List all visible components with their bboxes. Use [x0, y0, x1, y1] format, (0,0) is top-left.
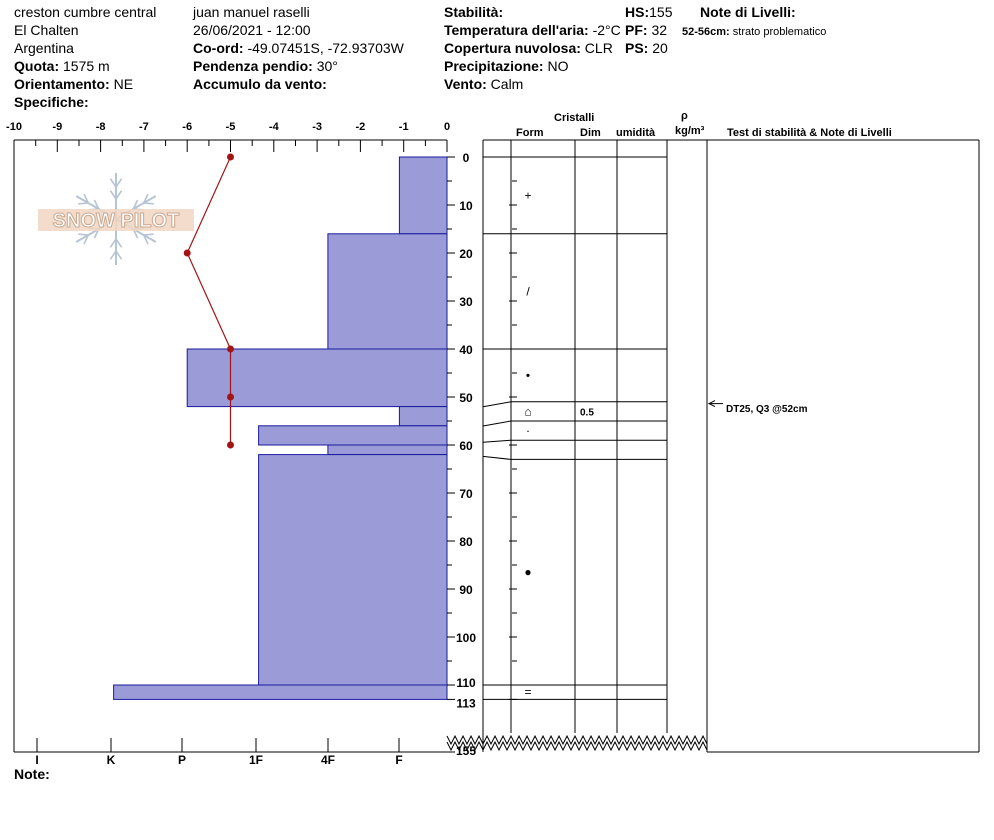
- temperature-point: [184, 250, 191, 257]
- layer-boundary-connector: [483, 402, 511, 407]
- depth-break-zigzag: [447, 736, 707, 744]
- grain-form-symbol: +: [524, 188, 532, 203]
- logo-text: SNOW PILOT: [52, 210, 180, 232]
- size-header: Dim: [580, 127, 601, 139]
- temperature-point: [227, 346, 234, 353]
- layer-boundary-connector: [483, 421, 511, 426]
- air-temperature: [444, 22, 621, 38]
- grain-size-value: 0.5: [580, 407, 594, 419]
- crystals-header: Cristalli: [554, 112, 595, 124]
- hardness-tick-label: K: [106, 753, 116, 767]
- tests-notes-header: Test di stabilità & Note di Livelli: [727, 127, 892, 139]
- hardness-tick-label: P: [177, 753, 187, 767]
- hardness-bar: [114, 685, 447, 699]
- hardness-bar: [399, 407, 447, 426]
- aspect: [14, 76, 133, 92]
- depth-tick-label: 0: [462, 151, 470, 165]
- aspect-label: Orientamento:: [14, 76, 110, 92]
- elevation-label: Quota:: [14, 58, 60, 74]
- temp-tick-label: -2: [355, 121, 366, 133]
- pf-label: PF:: [625, 22, 648, 38]
- hardness-bar: [259, 426, 447, 445]
- logo-flake-branch: [144, 203, 154, 204]
- depth-tick-label: 10: [459, 199, 473, 213]
- grain-form-symbol: ●: [524, 565, 532, 580]
- depth-tick-label: 100: [455, 631, 477, 645]
- sky-cover: [444, 40, 613, 56]
- grain-form-symbol: =: [524, 685, 532, 700]
- temp-tick-label: -4: [268, 121, 279, 133]
- temperature-point: [227, 442, 234, 449]
- observation-datetime: 26/06/2021 - 12:00: [193, 22, 311, 38]
- ski-penetration: [625, 40, 668, 56]
- foot-penetration: [625, 22, 667, 38]
- layer-note-text: strato problematico: [732, 26, 827, 38]
- precipitation-label: Precipitazione:: [444, 58, 544, 74]
- hs-label: HS:: [625, 4, 650, 20]
- layer-boundary-connector: [483, 456, 511, 459]
- depth-tick-label: 155: [455, 744, 477, 758]
- snow-height: [625, 4, 672, 20]
- country-name: Argentina: [14, 40, 74, 56]
- depth-tick-label: 20: [459, 247, 473, 261]
- grain-form-symbol: /: [526, 284, 530, 299]
- temp-tick-label: -10: [6, 121, 22, 133]
- snowpilot-logo: [38, 173, 194, 265]
- sky-cover-label: Copertura nuvolosa:: [444, 40, 581, 56]
- hs-value: 155: [649, 4, 673, 20]
- wind-loading-label: Accumulo da vento:: [193, 76, 327, 92]
- pf-value: 32: [651, 22, 668, 38]
- air-temperature-value: -2°C: [592, 22, 621, 38]
- stability-label: Stabilità:: [444, 4, 504, 20]
- form-header: Form: [516, 127, 544, 139]
- wind-label: Vento:: [444, 76, 487, 92]
- temp-tick-label: -9: [52, 121, 63, 133]
- temp-tick-label: -5: [225, 121, 236, 133]
- aspect-value: NE: [113, 76, 134, 92]
- slope-label: Pendenza pendio:: [193, 58, 313, 74]
- elevation: [14, 58, 110, 74]
- place-name: El Chalten: [14, 22, 79, 38]
- hardness-bar: [187, 349, 447, 407]
- depth-tick-label: 113: [456, 696, 476, 711]
- depth-break-zigzag: [447, 742, 707, 750]
- temp-tick-label: -1: [398, 121, 409, 133]
- ps-label: PS:: [625, 40, 649, 56]
- density-symbol: ρ: [681, 110, 688, 122]
- temp-tick-label: -6: [182, 121, 193, 133]
- temp-tick-label: 0: [443, 121, 451, 133]
- hardness-tick-label: 1F: [248, 753, 264, 767]
- ps-value: 20: [652, 40, 668, 56]
- slope-angle: [193, 58, 338, 74]
- layer-note: [682, 24, 826, 40]
- site-name: creston cumbre central: [14, 4, 157, 20]
- notes-label: Note:: [14, 766, 50, 782]
- hardness-bar: [259, 455, 447, 685]
- depth-tick-label: 40: [459, 343, 473, 357]
- temp-tick-label: -3: [312, 121, 322, 133]
- hardness-bar: [399, 157, 447, 234]
- temp-tick-label: -7: [139, 121, 149, 133]
- layer-note-range: 52-56cm:: [682, 26, 730, 38]
- elevation-value: 1575 m: [63, 58, 110, 74]
- density-unit: kg/m³: [675, 125, 705, 137]
- observer-name: juan manuel raselli: [193, 4, 310, 20]
- hardness-bar: [328, 234, 447, 349]
- coordinates: [193, 40, 404, 56]
- sky-cover-value: CLR: [584, 40, 613, 56]
- hardness-tick-label: 4F: [320, 753, 336, 767]
- grain-form-symbol: ⌂: [524, 404, 532, 419]
- hardness-bar: [328, 445, 447, 455]
- hardness-tick-label: I: [35, 753, 39, 767]
- temperature-point: [227, 394, 234, 401]
- hardness-tick-label: F: [395, 753, 403, 767]
- depth-tick-label: 60: [459, 439, 473, 453]
- coordinates-label: Co-ord:: [193, 40, 244, 56]
- depth-tick-label: 110: [456, 676, 476, 690]
- temperature-point: [227, 154, 234, 161]
- depth-tick-label: 30: [459, 295, 473, 309]
- layer-boundary-connector: [483, 440, 511, 442]
- grain-form-symbol: ·: [526, 423, 530, 438]
- logo-flake-branch: [144, 234, 154, 235]
- wind: [444, 76, 523, 92]
- specifics-label: Specifiche:: [14, 94, 89, 110]
- moisture-header: umidità: [616, 127, 656, 139]
- depth-tick-label: 80: [459, 535, 473, 549]
- precipitation: [444, 58, 568, 74]
- precipitation-value: NO: [547, 58, 569, 74]
- coordinates-value: -49.07451S, -72.93703W: [247, 40, 404, 56]
- air-temperature-label: Temperatura dell'aria:: [444, 22, 589, 38]
- logo-flake-branch: [78, 234, 88, 235]
- depth-tick-label: 50: [459, 391, 473, 405]
- layer-notes-label: Note di Livelli:: [700, 4, 796, 20]
- grain-form-symbol: •: [525, 368, 531, 383]
- slope-value: 30°: [316, 58, 338, 74]
- logo-flake-branch: [78, 203, 88, 204]
- stability-test-note: DT25, Q3 @52cm: [726, 404, 808, 415]
- depth-tick-label: 70: [459, 487, 473, 501]
- wind-value: Calm: [490, 76, 524, 92]
- temp-tick-label: -8: [95, 121, 106, 133]
- depth-tick-label: 90: [459, 583, 473, 597]
